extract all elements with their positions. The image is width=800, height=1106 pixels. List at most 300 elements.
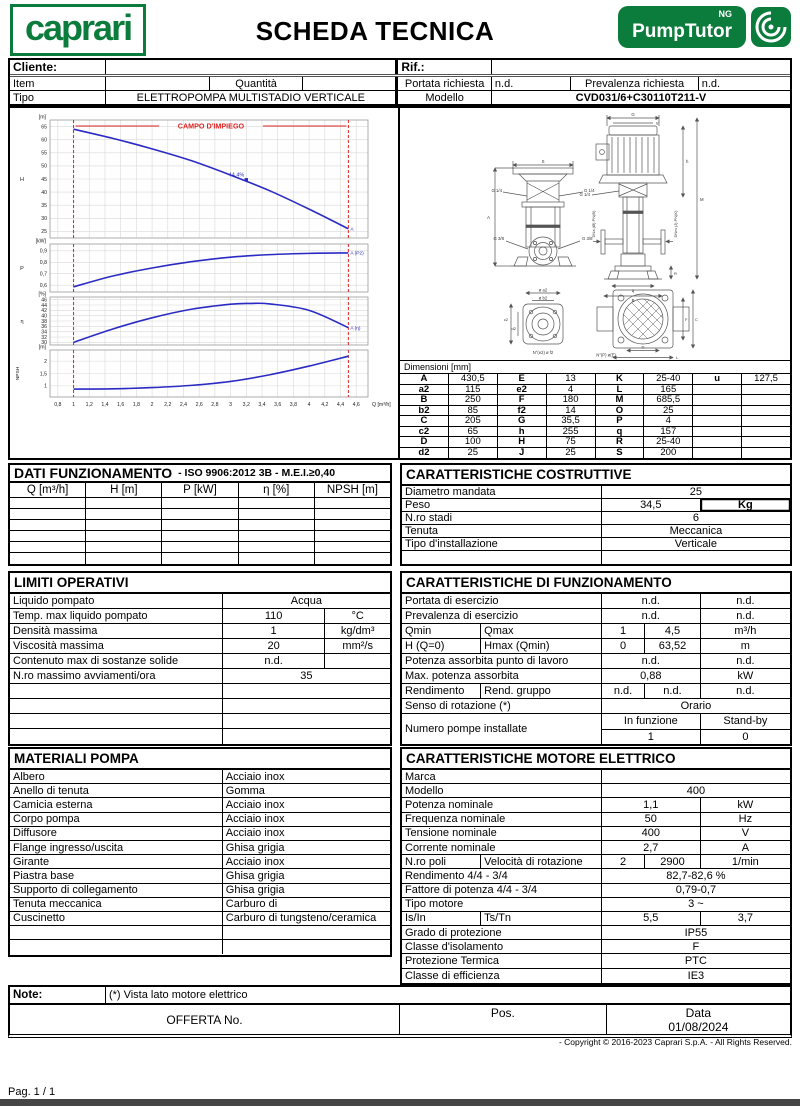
cell: 35,5 xyxy=(547,416,596,426)
prevalenza-esercizio-unit: n.d. xyxy=(736,610,755,622)
x-tick-label: 0,8 xyxy=(54,402,62,408)
installazione-label: Tipo d'installazione xyxy=(402,538,602,550)
dimensions-note: Dimensioni [mm] xyxy=(400,361,790,374)
prevalenza-esercizio-label: Prevalenza di esercizio xyxy=(402,609,602,623)
cell xyxy=(86,498,162,508)
in-funzione-value: 1 xyxy=(602,730,701,745)
cell xyxy=(10,699,223,713)
potenza-nominale-value: 1,1 xyxy=(602,798,701,811)
cell: Ghisa grigia xyxy=(225,884,285,897)
table-row xyxy=(400,395,790,406)
row-isin-tstn xyxy=(402,912,790,926)
y-tick-label: 55 xyxy=(41,150,47,157)
table-row xyxy=(10,729,390,744)
axis-unit-label: [m] xyxy=(38,114,46,121)
cell: P [kW] xyxy=(162,483,238,497)
cell xyxy=(86,509,162,519)
row-installazione xyxy=(402,538,790,551)
rend-gruppo-label: Rend. gruppo xyxy=(481,684,602,698)
note-label: Note: xyxy=(10,987,106,1003)
dim-label-g: G xyxy=(631,112,635,117)
row-efficienza xyxy=(402,969,790,983)
y-tick-label: 25 xyxy=(41,229,47,236)
table-row xyxy=(10,827,390,841)
cell: Piastra base xyxy=(10,869,223,882)
note-value: (*) Vista lato motore elettrico xyxy=(108,989,248,1001)
max-potenza-label: Max. potenza assorbita xyxy=(402,669,602,683)
cell: 180 xyxy=(547,395,596,405)
offerta-row xyxy=(10,1005,790,1034)
table-row xyxy=(10,898,390,912)
motore-title: CARATTERISTICHE MOTORE ELETTRICO xyxy=(402,749,790,770)
cell: P xyxy=(596,416,645,426)
row-max-potenza xyxy=(402,669,790,684)
rif-value xyxy=(492,60,790,74)
temp-label: Temp. max liquido pompato xyxy=(10,609,223,623)
y-tick-label: 65 xyxy=(41,124,47,131)
cell xyxy=(742,395,790,405)
table-row xyxy=(10,813,390,827)
cell: 165 xyxy=(644,385,693,395)
limiti-body xyxy=(10,594,390,744)
cell xyxy=(223,699,390,713)
cell: 85 xyxy=(449,406,498,416)
dim-label-q: q xyxy=(631,288,635,293)
y-tick-label: 44 xyxy=(41,302,47,309)
y-tick-label: 0,6 xyxy=(39,282,47,289)
cell xyxy=(10,729,223,744)
dim-label-h: h xyxy=(686,159,689,164)
qmin-value: 1 xyxy=(602,624,645,638)
y-tick-label: 35 xyxy=(41,203,47,210)
cell: 25 xyxy=(644,406,693,416)
cell: 14 xyxy=(547,406,596,416)
curves-and-drawing-box xyxy=(8,106,792,460)
bottom-bar xyxy=(0,1099,800,1106)
table-row xyxy=(400,448,790,459)
y-tick-label: 50 xyxy=(41,163,47,170)
qmin-label: Qmin xyxy=(402,624,481,638)
x-tick-label: 4,4 xyxy=(336,402,345,408)
solide-value: n.d. xyxy=(223,654,326,668)
diametro-label: Diametro mandata xyxy=(402,486,602,498)
senso-label: Senso di rotazione (*) xyxy=(402,699,602,713)
x-tick-label: 3 xyxy=(229,402,233,408)
cell: 4 xyxy=(644,416,693,426)
cell xyxy=(239,509,315,519)
cell xyxy=(162,498,238,508)
row-potenza-lavoro xyxy=(402,654,790,669)
q-unit: m³/h xyxy=(734,625,757,637)
tipo-motore-label: Tipo motore xyxy=(402,898,602,911)
y-tick-label: 32 xyxy=(41,334,47,341)
velocita-label: Velocità di rotazione xyxy=(481,855,602,868)
row-grado-protezione xyxy=(402,926,790,940)
client-row-1 xyxy=(10,60,790,77)
cell: L xyxy=(596,385,645,395)
cell: 127,5 xyxy=(754,374,778,384)
modello-label: Modello xyxy=(398,91,492,104)
cell xyxy=(693,395,742,405)
diametro-value: 25 xyxy=(689,486,703,498)
copyright-text: - Copyright © 2016-2023 Caprari S.p.A. - All Rights Reserved. xyxy=(558,1037,792,1047)
cell xyxy=(239,520,315,530)
tensione-unit: V xyxy=(741,827,750,840)
cell: Ghisa grigia xyxy=(225,869,285,882)
temp-value: 110 xyxy=(223,609,326,623)
cell: Carburo di xyxy=(225,898,278,911)
pump-elevation-view xyxy=(495,161,583,266)
cell: 685,5 xyxy=(644,395,693,405)
hq0-label: H (Q=0) xyxy=(402,639,481,653)
data-cell xyxy=(607,1005,790,1034)
cell: 13 xyxy=(547,374,596,384)
tipo-label: Tipo xyxy=(10,91,106,104)
pumptutor-name: PumpTutor xyxy=(632,21,732,42)
densita-label: Densità massima xyxy=(10,624,223,638)
port-label-g14-right: G 1/4 xyxy=(584,188,595,193)
curve-end-label: A (η) xyxy=(350,326,361,332)
port-label-g38-left: G 3/8 xyxy=(493,236,504,241)
viscosita-label: Viscosità massima xyxy=(10,639,223,653)
peso-unit: Kg xyxy=(701,499,790,511)
cell xyxy=(162,520,238,530)
table-row xyxy=(10,531,390,542)
materiali-body xyxy=(10,770,390,954)
poli-label: N.ro poli xyxy=(402,855,481,868)
potenza-lavoro-value: n.d. xyxy=(602,654,701,668)
row-frequenza xyxy=(402,813,790,827)
row-poli-velocita xyxy=(402,855,790,869)
table-row xyxy=(10,509,390,520)
prevalenza-richiesta-value: n.d. xyxy=(701,77,721,90)
item-label: Item xyxy=(10,77,106,90)
cell xyxy=(742,437,790,447)
section-caratteristiche-funzionamento xyxy=(400,571,792,746)
cell: a2 xyxy=(400,385,449,395)
frequenza-unit: Hz xyxy=(738,813,753,826)
potenza-lavoro-label: Potenza assorbita punto di lavoro xyxy=(402,654,602,668)
row-numero-pompe xyxy=(402,714,790,744)
tenuta-label: Tenuta xyxy=(402,525,602,537)
cell: Acciaio inox xyxy=(225,813,285,826)
stadi-value: 6 xyxy=(692,512,699,524)
item-value xyxy=(106,77,210,90)
cell: Acciaio inox xyxy=(225,827,285,840)
cell: Carburo di tungsteno/ceramica xyxy=(225,912,377,925)
termica-label: Protezione Termica xyxy=(402,954,602,967)
x-tick-label: 2,8 xyxy=(211,402,219,408)
tstn-value: 3,7 xyxy=(737,912,754,925)
y-tick-label: 1 xyxy=(44,383,47,390)
cell: 255 xyxy=(547,427,596,437)
cell: c2 xyxy=(400,427,449,437)
cell xyxy=(693,406,742,416)
cell xyxy=(86,531,162,541)
cell: 25 xyxy=(449,448,498,459)
row-modello-motore xyxy=(402,784,790,798)
cell: S xyxy=(596,448,645,459)
cell xyxy=(162,553,238,564)
efficienza-label: Classe di efficienza xyxy=(402,969,602,983)
row-temp xyxy=(10,609,390,624)
hmax-label: Hmax (Qmin) xyxy=(481,639,602,653)
senso-value: Orario xyxy=(680,700,712,712)
cell: Flange ingresso/uscita xyxy=(10,841,223,854)
row-avviamenti xyxy=(10,669,390,684)
cell xyxy=(315,531,390,541)
cell xyxy=(223,729,390,744)
table-row xyxy=(10,841,390,855)
caprari-logo: caprari xyxy=(10,4,146,56)
numero-pompe-label: Numero pompe installate xyxy=(402,714,602,744)
densita-value: 1 xyxy=(223,624,326,638)
table-row xyxy=(10,714,390,729)
quantita-value xyxy=(303,77,395,90)
charts-svg xyxy=(10,110,398,458)
modello-value: CVD031/6+C30110T211-V xyxy=(575,91,707,104)
tensione-value: 400 xyxy=(602,827,701,840)
table-row xyxy=(10,940,390,954)
cell: Camicia esterna xyxy=(10,798,223,811)
cell xyxy=(315,542,390,552)
max-potenza-value: 0,88 xyxy=(602,669,701,683)
axis-unit-label: [kW] xyxy=(35,238,46,245)
row-liquido xyxy=(10,594,390,609)
cell xyxy=(239,531,315,541)
table-row xyxy=(10,884,390,898)
cell xyxy=(239,553,315,564)
solide-unit xyxy=(325,654,390,668)
note-row xyxy=(10,987,790,1005)
section-motore-elettrico xyxy=(400,747,792,985)
cell: 115 xyxy=(449,385,498,395)
cell: Cuscinetto xyxy=(10,912,223,925)
row-qmin-qmax xyxy=(402,624,790,639)
row-densita xyxy=(10,624,390,639)
dim-label-d2: d2 xyxy=(511,326,516,331)
hq0-value: 0 xyxy=(602,639,645,653)
cell xyxy=(315,553,390,564)
dim-label-l: L xyxy=(676,355,679,360)
pumptutor-badge xyxy=(618,6,746,48)
dim-label-f: F xyxy=(685,317,688,322)
x-tick-label: 3,6 xyxy=(274,402,282,408)
quantita-label: Quantità xyxy=(210,77,302,90)
row-solide xyxy=(10,654,390,669)
x-tick-label: 4 xyxy=(307,402,311,408)
flange-label-dnm: DNm (J) PN(K) xyxy=(673,210,678,238)
x-tick-label: 2,4 xyxy=(179,402,188,408)
y-tick-label: 45 xyxy=(41,176,47,183)
qmax-label: Qmax xyxy=(481,624,602,638)
section-dati-funzionamento xyxy=(8,463,392,566)
cell: 430,5 xyxy=(449,374,498,384)
portata-esercizio-unit: n.d. xyxy=(736,595,755,607)
y-tick-label: 0,8 xyxy=(39,260,47,267)
dim-label-b: B xyxy=(631,298,635,303)
row-viscosita xyxy=(10,639,390,654)
table-row xyxy=(10,784,390,798)
rendimento-label: Rendimento xyxy=(402,684,481,698)
cell: B xyxy=(400,395,449,405)
table-row xyxy=(10,483,390,498)
axis-unit-label: [%] xyxy=(38,291,46,298)
rendimento-value: n.d. xyxy=(602,684,645,698)
portata-esercizio-label: Portata di esercizio xyxy=(402,594,602,608)
campo-impiego-banner: CAMPO D'IMPIEGO xyxy=(177,121,245,131)
rendimento-motore-value: 82,7-82,6 % xyxy=(666,869,726,882)
potenza-lavoro-unit: n.d. xyxy=(736,655,755,667)
x-axis-label: Q [m³/h] xyxy=(372,402,391,408)
cell: J xyxy=(498,448,547,459)
tipo-motore-value: 3 ~ xyxy=(688,898,704,911)
y-tick-label: 1,5 xyxy=(39,371,47,378)
table-row xyxy=(10,553,390,564)
portata-richiesta-label: Portata richiesta xyxy=(398,77,492,90)
row-potenza-nominale xyxy=(402,798,790,812)
page-title: SCHEDA TECNICA xyxy=(255,16,495,46)
cell: F xyxy=(498,395,547,405)
table-row xyxy=(10,770,390,784)
cell xyxy=(742,448,790,459)
cell xyxy=(10,542,86,552)
cell xyxy=(10,531,86,541)
axis-name-label: H xyxy=(20,177,24,183)
cell: 75 xyxy=(547,437,596,447)
y-tick-label: 2 xyxy=(44,358,47,365)
row-fattore-potenza xyxy=(402,884,790,898)
cell xyxy=(602,551,790,564)
cell xyxy=(86,553,162,564)
row-empty xyxy=(402,551,790,564)
cell xyxy=(315,509,390,519)
cell: Tenuta meccanica xyxy=(10,898,223,911)
dimensions-table xyxy=(400,374,790,458)
client-row-2 xyxy=(10,77,790,91)
port-label-g38-right: G 3/8 xyxy=(582,236,593,241)
cell: M xyxy=(596,395,645,405)
client-table xyxy=(8,58,792,106)
cell xyxy=(693,437,742,447)
row-rendimento xyxy=(402,684,790,699)
cell: 100 xyxy=(449,437,498,447)
rend-gruppo-value: n.d. xyxy=(645,684,700,698)
viscosita-value: 20 xyxy=(223,639,326,653)
max-potenza-unit: kW xyxy=(737,670,754,682)
cell: h xyxy=(498,427,547,437)
cell xyxy=(402,551,602,564)
pump-motor-elevation-view xyxy=(592,115,697,296)
row-senso-rotazione xyxy=(402,699,790,714)
dim-label-np: N°(P) ø(E) xyxy=(596,352,616,358)
table-row xyxy=(400,385,790,396)
cell xyxy=(693,416,742,426)
row-diametro-mandata xyxy=(402,486,790,499)
cliente-label: Cliente: xyxy=(10,60,106,74)
row-peso xyxy=(402,499,790,512)
stadi-label: N.ro stadi xyxy=(402,512,602,524)
dim-label-c2: c2 xyxy=(503,317,508,322)
cell xyxy=(693,385,742,395)
cell: f2 xyxy=(498,406,547,416)
x-tick-label: 1,4 xyxy=(101,402,109,408)
fattore-value: 0,79-0,7 xyxy=(675,884,717,897)
cell xyxy=(223,684,390,698)
marca-value xyxy=(602,770,790,783)
cell: NPSH [m] xyxy=(326,484,378,496)
hmax-value: 63,52 xyxy=(645,639,700,653)
fattore-label: Fattore di potenza 4/4 - 3/4 xyxy=(402,884,602,897)
in-funzione-label: In funzione xyxy=(602,714,701,729)
y-tick-label: 40 xyxy=(41,313,47,320)
x-tick-label: 1,8 xyxy=(132,402,140,408)
cell: 25 xyxy=(547,448,596,459)
row-protezione-termica xyxy=(402,954,790,968)
cell: 4 xyxy=(547,385,596,395)
poli-value: 2 xyxy=(602,855,645,868)
cell: C xyxy=(400,416,449,426)
axis-unit-label: [m] xyxy=(38,344,46,351)
y-tick-label: 60 xyxy=(41,137,47,144)
cell: G xyxy=(498,416,547,426)
row-marca xyxy=(402,770,790,784)
table-row xyxy=(400,427,790,438)
costruttive-title: CARATTERISTICHE COSTRUTTIVE xyxy=(402,465,790,486)
stand-by-label: Stand-by xyxy=(723,715,768,728)
table-row xyxy=(10,684,390,699)
table-row xyxy=(10,855,390,869)
section-caratteristiche-costruttive xyxy=(400,463,792,566)
tenuta-value: Meccanica xyxy=(669,525,723,537)
cell xyxy=(223,714,390,728)
row-prevalenza-esercizio xyxy=(402,609,790,624)
densita-unit: kg/dm³ xyxy=(340,625,375,637)
prevalenza-richiesta-label: Prevalenza richiesta xyxy=(571,77,698,90)
isin-value: 5,5 xyxy=(602,912,701,925)
row-isolamento xyxy=(402,940,790,954)
y-tick-label: 30 xyxy=(41,216,47,223)
cell xyxy=(162,542,238,552)
pos-label: Pos. xyxy=(400,1005,607,1034)
velocita-unit: 1/min xyxy=(731,855,759,868)
footer-table xyxy=(8,985,792,1038)
table-row xyxy=(10,912,390,926)
qmax-value: 4,5 xyxy=(645,624,700,638)
cell: Diffusore xyxy=(10,827,223,840)
dim-label-ob2: ø b2 xyxy=(538,295,548,301)
cell xyxy=(315,498,390,508)
liquido-value: Acqua xyxy=(290,595,322,607)
table-row xyxy=(10,498,390,509)
frequenza-label: Frequenza nominale xyxy=(402,813,602,826)
row-corrente xyxy=(402,841,790,855)
cell: 157 xyxy=(644,427,693,437)
cell: Corpo pompa xyxy=(10,813,223,826)
y-tick-label: 42 xyxy=(41,308,47,315)
table-row xyxy=(400,406,790,417)
cell: Acciaio inox xyxy=(225,855,285,868)
cell: Gomma xyxy=(225,784,265,797)
dim-label-d: D xyxy=(641,344,645,350)
cell xyxy=(223,926,390,939)
y-tick-label: 34 xyxy=(41,329,47,336)
chart-panel xyxy=(50,244,368,292)
row-tensione xyxy=(402,827,790,841)
large-flange-plan-view xyxy=(597,287,693,358)
x-tick-label: 1,6 xyxy=(117,402,125,408)
dimensions-area xyxy=(400,360,790,458)
